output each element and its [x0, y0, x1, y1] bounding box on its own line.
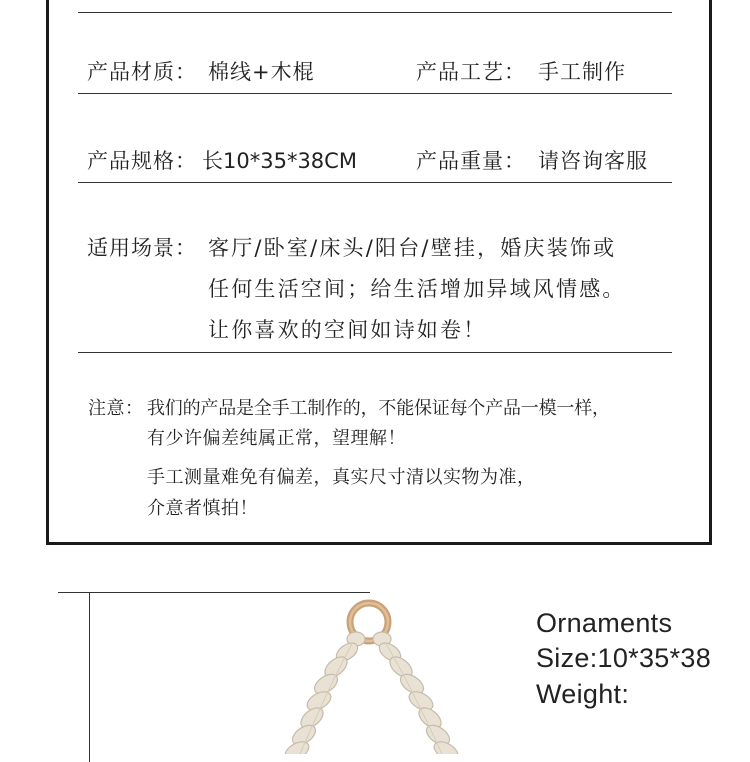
notice-line: 有少许偏差纯属正常，望理解！ — [147, 428, 406, 449]
macrame-hanger-photo — [90, 594, 510, 754]
product-weight: Weight: — [536, 679, 630, 709]
scene-line: 任何生活空间；给生活增加异域风情感。 — [208, 277, 626, 301]
notice-line: 介意者慎拍！ — [147, 498, 258, 519]
rope-knots — [282, 632, 461, 754]
product-name: Ornaments — [536, 608, 673, 638]
weight-label: 产品重量： — [416, 149, 526, 173]
scene-line: 客厅/卧室/床头/阳台/壁挂，婚庆装饰或 — [208, 236, 617, 260]
notice-line: 手工测量难免有偏差，真实尺寸清以实物为准， — [147, 467, 536, 488]
notice-label: 注意： — [88, 398, 144, 419]
divider-1 — [78, 93, 672, 94]
weight-value: 请咨询客服 — [538, 149, 648, 173]
divider-top — [78, 12, 672, 13]
size-label: 产品规格： — [87, 149, 197, 173]
scene-label: 适用场景： — [87, 236, 197, 260]
product-size: Size:10*35*38 — [536, 643, 712, 673]
scene-line: 让你喜欢的空间如诗如卷！ — [208, 318, 487, 342]
size-value: 长10*35*38CM — [202, 149, 357, 173]
divider-2 — [78, 182, 672, 183]
notice-line: 我们的产品是全手工制作的，不能保证每个产品一模一样， — [147, 398, 610, 419]
craft-label: 产品工艺： — [416, 60, 526, 84]
photo-frame-top — [58, 592, 370, 593]
divider-3 — [78, 352, 672, 353]
material-value: 棉线+木棍 — [208, 60, 315, 84]
craft-value: 手工制作 — [538, 60, 626, 84]
material-label: 产品材质： — [87, 60, 197, 84]
